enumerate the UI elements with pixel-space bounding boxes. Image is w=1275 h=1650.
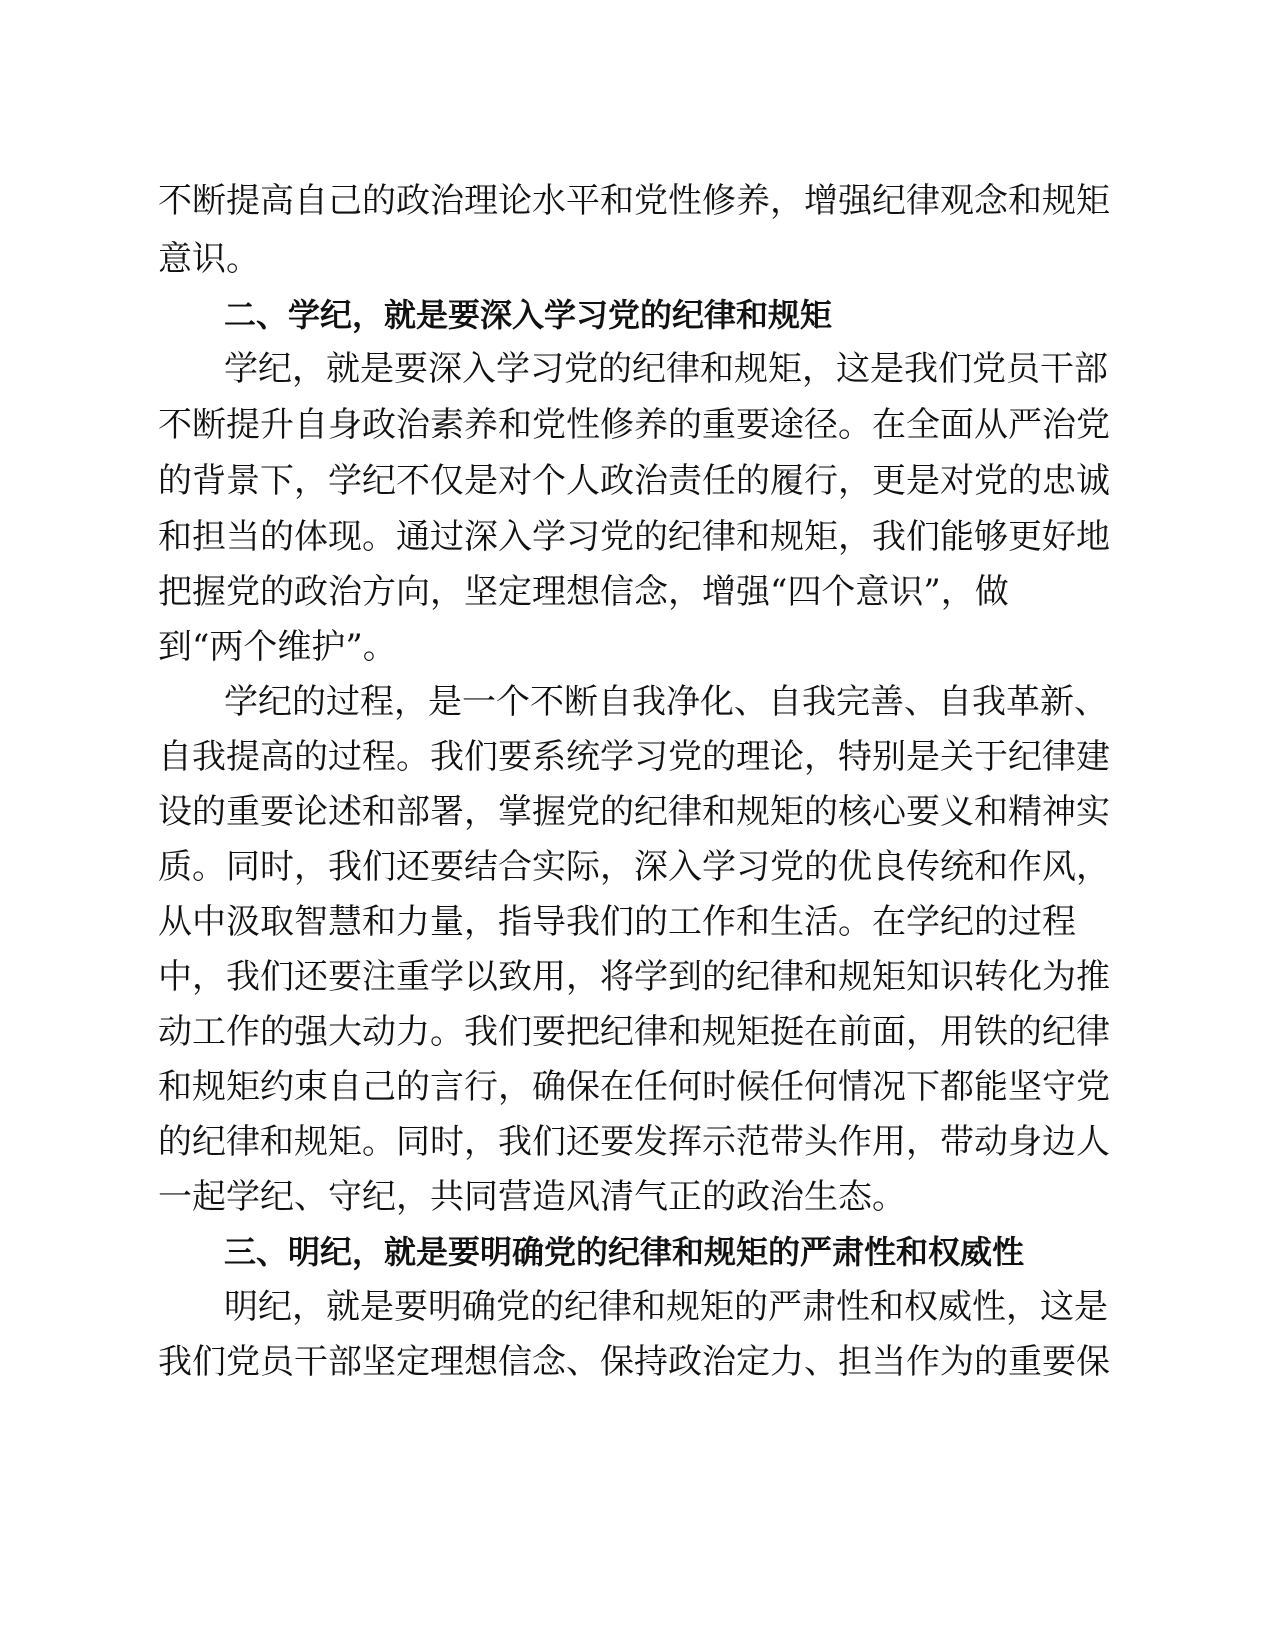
text-line: 一起学纪、守纪，共同营造风清气正的政治生态。 (158, 1177, 906, 1217)
text-line: 和担当的体现。通过深入学习党的纪律和规矩，我们能够更好地 (158, 517, 1110, 557)
text-line: 意识。 (158, 239, 260, 279)
text-line: 我们党员干部坚定理想信念、保持政治定力、担当作为的重要保 (158, 1342, 1110, 1382)
text-line: 明纪，就是要明确党的纪律和规矩的严肃性和权威性，这是 (224, 1287, 1108, 1327)
text-line: 中，我们还要注重学以致用，将学到的纪律和规矩知识转化为推 (158, 957, 1110, 997)
text-line: 学纪，就是要深入学习党的纪律和规矩，这是我们党员干部 (224, 349, 1108, 389)
text-line: 质。同时，我们还要结合实际，深入学习党的优良传统和作风， (158, 847, 1110, 887)
text-line: 动工作的强大动力。我们要把纪律和规矩挺在前面，用铁的纪律 (158, 1012, 1110, 1052)
text-line: 把握党的政治方向，坚定理想信念，增强“四个意识”，做 (158, 572, 1009, 612)
text-line: 学纪的过程，是一个不断自我净化、自我完善、自我革新、 (224, 682, 1108, 722)
section-heading-2: 二、学纪，就是要深入学习党的纪律和规矩 (224, 296, 833, 334)
text-line: 从中汲取智慧和力量，指导我们的工作和生活。在学纪的过程 (158, 902, 1076, 942)
text-line: 自我提高的过程。我们要系统学习党的理论，特别是关于纪律建 (158, 737, 1110, 777)
section-heading-3: 三、明纪，就是要明确党的纪律和规矩的严肃性和权威性 (224, 1233, 1025, 1271)
text-line: 和规矩约束自己的言行，确保在任何时候任何情况下都能坚守党 (158, 1067, 1110, 1107)
text-line: 设的重要论述和部署，掌握党的纪律和规矩的核心要义和精神实 (158, 792, 1110, 832)
text-line: 的纪律和规矩。同时，我们还要发挥示范带头作用，带动身边人 (158, 1122, 1110, 1162)
text-line: 的背景下，学纪不仅是对个人政治责任的履行，更是对党的忠诚 (158, 461, 1110, 501)
text-line: 不断提高自己的政治理论水平和党性修养，增强纪律观念和规矩 (158, 181, 1110, 221)
text-line: 不断提升自身政治素养和党性修养的重要途径。在全面从严治党 (158, 405, 1110, 445)
text-line: 到“两个维护”。 (158, 627, 397, 667)
